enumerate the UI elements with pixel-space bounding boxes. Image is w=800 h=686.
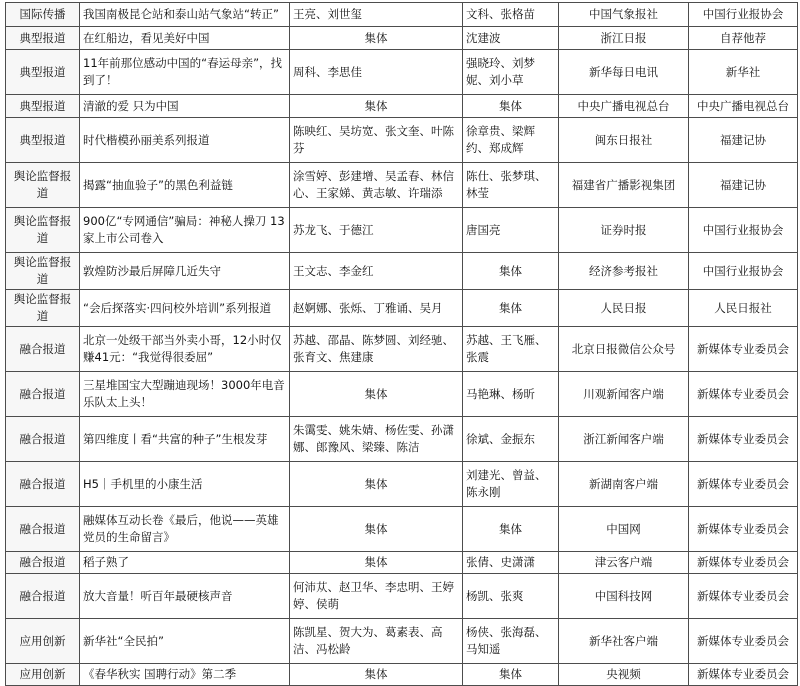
cell-authors: 集体 xyxy=(290,95,463,118)
cell-authors: 陈凯星、贺大为、葛素表、高洁、冯松龄 xyxy=(290,619,463,664)
cell-recommender: 福建记协 xyxy=(689,163,798,208)
cell-publisher: 闽东日报社 xyxy=(559,118,689,163)
cell-title: 北京一处级干部当外卖小哥，12小时仅赚41元：“我觉得很委屈” xyxy=(80,327,290,372)
cell-recommender: 新媒体专业委员会 xyxy=(689,552,798,574)
cell-editors: 徐章贵、梁辉约、郑成辉 xyxy=(463,118,559,163)
cell-editors: 陈仕、张梦琪、林莹 xyxy=(463,163,559,208)
cell-title: 在红船边，看见美好中国 xyxy=(80,27,290,50)
cell-editors: 杨凯、张爽 xyxy=(463,574,559,619)
cell-publisher: 新华社客户端 xyxy=(559,619,689,664)
cell-category: 典型报道 xyxy=(6,118,80,163)
cell-editors: 集体 xyxy=(463,290,559,327)
table-row xyxy=(6,163,798,208)
cell-authors: 陈映红、吴坊宽、张文奎、叶陈芬 xyxy=(290,118,463,163)
cell-editors: 集体 xyxy=(463,664,559,686)
cell-category: 舆论监督报道 xyxy=(6,163,80,208)
cell-title: 第四维度丨看“共富的种子”生根发芽 xyxy=(80,417,290,462)
table-row xyxy=(6,417,798,462)
cell-publisher: 央视频 xyxy=(559,664,689,686)
cell-recommender: 新媒体专业委员会 xyxy=(689,507,798,552)
cell-recommender: 新媒体专业委员会 xyxy=(689,372,798,417)
cell-recommender: 新华社 xyxy=(689,50,798,95)
cell-authors: 王文志、李金红 xyxy=(290,253,463,290)
cell-authors: 集体 xyxy=(290,372,463,417)
cell-category: 应用创新 xyxy=(6,664,80,686)
table-row xyxy=(6,462,798,507)
cell-editors: 苏越、王飞雁、张震 xyxy=(463,327,559,372)
cell-editors: 杨侠、张海磊、马知遥 xyxy=(463,619,559,664)
cell-editors: 强晓玲、刘梦妮、刘小草 xyxy=(463,50,559,95)
cell-authors: 集体 xyxy=(290,462,463,507)
table-row xyxy=(6,290,798,327)
table-row xyxy=(6,507,798,552)
cell-title: 《春华秋实 国聘行动》第二季 xyxy=(80,664,290,686)
cell-category: 融合报道 xyxy=(6,574,80,619)
table-row xyxy=(6,253,798,290)
cell-recommender: 新媒体专业委员会 xyxy=(689,664,798,686)
cell-authors: 苏龙飞、于德江 xyxy=(290,208,463,253)
cell-editors: 徐斌、金振东 xyxy=(463,417,559,462)
cell-title: 揭露“抽血验子”的黑色利益链 xyxy=(80,163,290,208)
cell-title: 新华社“全民拍” xyxy=(80,619,290,664)
awards-table xyxy=(5,2,798,686)
cell-category: 典型报道 xyxy=(6,95,80,118)
cell-category: 舆论监督报道 xyxy=(6,208,80,253)
table-row xyxy=(6,574,798,619)
cell-category: 融合报道 xyxy=(6,327,80,372)
cell-authors: 王亮、刘世玺 xyxy=(290,3,463,27)
cell-category: 融合报道 xyxy=(6,552,80,574)
cell-editors: 集体 xyxy=(463,253,559,290)
cell-category: 舆论监督报道 xyxy=(6,253,80,290)
table-row xyxy=(6,3,798,27)
cell-title: 时代楷模孙丽美系列报道 xyxy=(80,118,290,163)
cell-recommender: 中国行业报协会 xyxy=(689,253,798,290)
cell-title: H5｜手机里的小康生活 xyxy=(80,462,290,507)
cell-authors: 集体 xyxy=(290,664,463,686)
cell-title: “会后探落实·四问校外培训”系列报道 xyxy=(80,290,290,327)
cell-editors: 唐国亮 xyxy=(463,208,559,253)
cell-editors: 文科、张格苗 xyxy=(463,3,559,27)
cell-authors: 涂雪婷、彭建增、吴孟春、林信心、王家娣、黄志敏、许瑞添 xyxy=(290,163,463,208)
cell-publisher: 中国气象报社 xyxy=(559,3,689,27)
cell-recommender: 中国行业报协会 xyxy=(689,208,798,253)
cell-recommender: 新媒体专业委员会 xyxy=(689,619,798,664)
cell-publisher: 新湖南客户端 xyxy=(559,462,689,507)
cell-editors: 刘建光、曾益、陈永刚 xyxy=(463,462,559,507)
table-row xyxy=(6,327,798,372)
cell-category: 国际传播 xyxy=(6,3,80,27)
cell-recommender: 自荐他荐 xyxy=(689,27,798,50)
cell-category: 应用创新 xyxy=(6,619,80,664)
cell-editors: 集体 xyxy=(463,95,559,118)
cell-editors: 沈建波 xyxy=(463,27,559,50)
cell-publisher: 浙江日报 xyxy=(559,27,689,50)
cell-recommender: 人民日报社 xyxy=(689,290,798,327)
awards-table-body xyxy=(6,3,798,686)
cell-title: 放大音量！听百年最硬核声音 xyxy=(80,574,290,619)
cell-publisher: 浙江新闻客户端 xyxy=(559,417,689,462)
cell-title: 900亿“专网通信”骗局：神秘人操刀 13家上市公司卷入 xyxy=(80,208,290,253)
cell-publisher: 川观新闻客户端 xyxy=(559,372,689,417)
cell-editors: 马艳琳、杨昕 xyxy=(463,372,559,417)
cell-publisher: 中国网 xyxy=(559,507,689,552)
table-row xyxy=(6,27,798,50)
cell-category: 典型报道 xyxy=(6,27,80,50)
cell-title: 清澈的爱 只为中国 xyxy=(80,95,290,118)
cell-publisher: 经济参考报社 xyxy=(559,253,689,290)
table-row xyxy=(6,95,798,118)
cell-recommender: 新媒体专业委员会 xyxy=(689,462,798,507)
cell-category: 融合报道 xyxy=(6,507,80,552)
cell-authors: 苏越、邵晶、陈梦圆、刘经驰、张育文、焦建康 xyxy=(290,327,463,372)
cell-category: 典型报道 xyxy=(6,50,80,95)
cell-recommender: 中国行业报协会 xyxy=(689,3,798,27)
cell-recommender: 中央广播电视总台 xyxy=(689,95,798,118)
cell-publisher: 福建省广播影视集团 xyxy=(559,163,689,208)
cell-recommender: 新媒体专业委员会 xyxy=(689,327,798,372)
cell-authors: 何沛苁、赵卫华、李忠明、王婷婷、侯萌 xyxy=(290,574,463,619)
cell-publisher: 人民日报 xyxy=(559,290,689,327)
cell-title: 三星堆国宝大型蹦迪现场！3000年电音乐队太上头！ xyxy=(80,372,290,417)
table-row xyxy=(6,118,798,163)
cell-publisher: 北京日报微信公众号 xyxy=(559,327,689,372)
cell-publisher: 证券时报 xyxy=(559,208,689,253)
cell-authors: 朱霭雯、姚朱婧、杨佐雯、孙潇娜、郎豫风、梁臻、陈洁 xyxy=(290,417,463,462)
cell-category: 融合报道 xyxy=(6,372,80,417)
cell-category: 融合报道 xyxy=(6,462,80,507)
cell-publisher: 中央广播电视总台 xyxy=(559,95,689,118)
cell-title: 稻子熟了 xyxy=(80,552,290,574)
cell-authors: 集体 xyxy=(290,27,463,50)
cell-publisher: 新华每日电讯 xyxy=(559,50,689,95)
cell-title: 融媒体互动长卷《最后，他说——英雄党员的生命留言》 xyxy=(80,507,290,552)
cell-publisher: 津云客户端 xyxy=(559,552,689,574)
award-list xyxy=(5,2,798,686)
cell-publisher: 中国科技网 xyxy=(559,574,689,619)
table-row xyxy=(6,552,798,574)
cell-authors: 集体 xyxy=(290,507,463,552)
cell-recommender: 新媒体专业委员会 xyxy=(689,574,798,619)
cell-title: 敦煌防沙最后屏障几近失守 xyxy=(80,253,290,290)
table-row xyxy=(6,372,798,417)
cell-category: 融合报道 xyxy=(6,417,80,462)
cell-title: 我国南极昆仑站和泰山站气象站“转正” xyxy=(80,3,290,27)
cell-recommender: 新媒体专业委员会 xyxy=(689,417,798,462)
cell-editors: 张倩、史潇潇 xyxy=(463,552,559,574)
table-row xyxy=(6,208,798,253)
cell-editors: 集体 xyxy=(463,507,559,552)
cell-title: 11年前那位感动中国的“春运母亲”，找到了！ xyxy=(80,50,290,95)
cell-category: 舆论监督报道 xyxy=(6,290,80,327)
cell-authors: 集体 xyxy=(290,552,463,574)
cell-authors: 周科、李思佳 xyxy=(290,50,463,95)
cell-recommender: 福建记协 xyxy=(689,118,798,163)
table-row xyxy=(6,664,798,686)
table-row xyxy=(6,50,798,95)
table-row xyxy=(6,619,798,664)
cell-authors: 赵婀娜、张烁、丁雅诵、吴月 xyxy=(290,290,463,327)
